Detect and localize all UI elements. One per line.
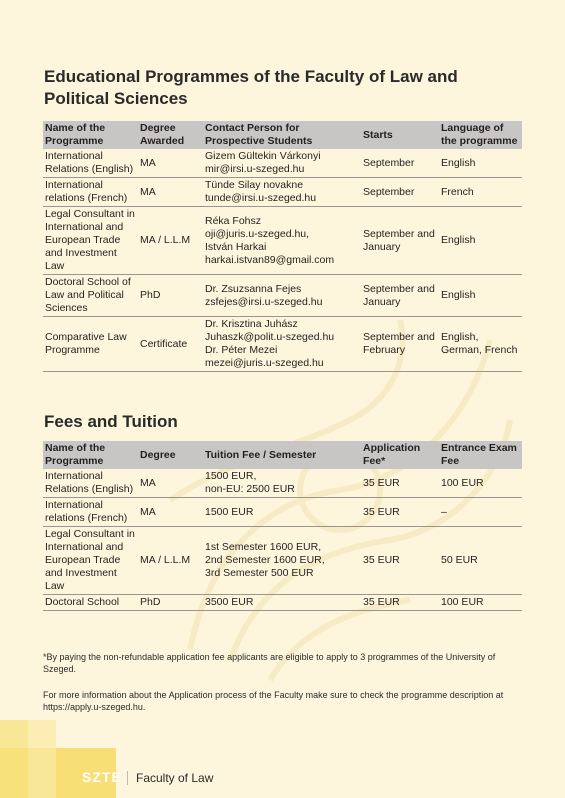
programmes-header-row [43,121,522,149]
tuition-fee: 3500 EUR [203,595,361,611]
programme-name: Doctoral School of Law and Political Sciences [43,275,138,317]
programme-name: Legal Consultant in International and European Trade and Investment Law [43,207,138,275]
degree: MA [138,498,203,527]
start-date: September and January [361,207,439,275]
language: English [439,275,522,317]
degree: PhD [138,275,203,317]
table-row [43,317,522,372]
start-date: September and January [361,275,439,317]
column-header: Contact Person for Prospective Students [203,121,361,149]
column-header: Starts [361,121,439,149]
column-header: Name of the Programme [43,441,138,469]
degree: PhD [138,595,203,611]
degree: MA [138,149,203,178]
application-fee: 35 EUR [361,469,439,498]
column-header: Degree [138,441,203,469]
table-row [43,207,522,275]
start-date: September [361,178,439,207]
programme-name: International relations (French) [43,498,138,527]
more-info-note: For more information about the Application process of the Faculty make sure to check the programme description at https://apply.u-szeged.hu. [43,690,504,712]
column-header: Entrance Exam Fee [439,441,522,469]
column-header: Name of the Programme [43,121,138,149]
szte-logo: SZTE [82,769,122,785]
programme-name: International Relations (English) [43,149,138,178]
application-fee: 35 EUR [361,595,439,611]
table-row [43,469,522,498]
column-header: Language of the programme [439,121,522,149]
programme-name: Legal Consultant in International and European Trade and Investment Law [43,527,138,595]
language: English [439,207,522,275]
programme-name: International relations (French) [43,178,138,207]
programmes-table [43,121,522,372]
table-row [43,149,522,178]
column-header: Application Fee* [361,441,439,469]
fees-header-row [43,441,522,469]
entrance-exam-fee: 50 EUR [439,527,522,595]
table-row [43,595,522,611]
page-title: Educational Programmes of the Faculty of Law and Political Sciences [44,67,458,108]
entrance-exam-fee: – [439,498,522,527]
programme-name: Comparative Law Programme [43,317,138,372]
contact-person: Dr. Zsuzsanna Fejes zsfejes@irsi.u-szeged.hu [203,275,361,317]
fees-title: Fees and Tuition [44,412,178,431]
tuition-fee: 1st Semester 1600 EUR, 2nd Semester 1600 EUR, 3rd Semester 500 EUR [203,527,361,595]
faculty-label: Faculty of Law [127,771,213,785]
degree: MA / L.L.M [138,207,203,275]
table-row [43,275,522,317]
language: French [439,178,522,207]
start-date: September and February [361,317,439,372]
tuition-fee: 1500 EUR, non-EU: 2500 EUR [203,469,361,498]
application-fee-note: *By paying the non-refundable application fee applicants are eligible to apply to 3 programmes of the University of Szeged. [43,652,496,674]
tuition-fee: 1500 EUR [203,498,361,527]
fees-table [43,441,522,611]
contact-person: Tünde Silay novakne tunde@irsi.u-szeged.hu [203,178,361,207]
contact-person: Gizem Gültekin Várkonyi mir@irsi.u-szeged.hu [203,149,361,178]
entrance-exam-fee: 100 EUR [439,595,522,611]
language: English [439,149,522,178]
entrance-exam-fee: 100 EUR [439,469,522,498]
column-header: Degree Awarded [138,121,203,149]
degree: MA [138,178,203,207]
application-fee: 35 EUR [361,498,439,527]
start-date: September [361,149,439,178]
language: English, German, French [439,317,522,372]
table-row [43,498,522,527]
table-row [43,527,522,595]
programme-name: Doctoral School [43,595,138,611]
degree: Certificate [138,317,203,372]
programme-name: International Relations (English) [43,469,138,498]
table-row [43,178,522,207]
contact-person: Dr. Krisztina Juhász Juhaszk@polit.u-szeged.hu Dr. Péter Mezei mezei@juris.u-szeged.hu [203,317,361,372]
degree: MA / L.L.M [138,527,203,595]
contact-person: Réka Fohsz oji@juris.u-szeged.hu, István Harkai harkai.istvan89@gmail.com [203,207,361,275]
application-fee: 35 EUR [361,527,439,595]
column-header: Tuition Fee / Semester [203,441,361,469]
degree: MA [138,469,203,498]
